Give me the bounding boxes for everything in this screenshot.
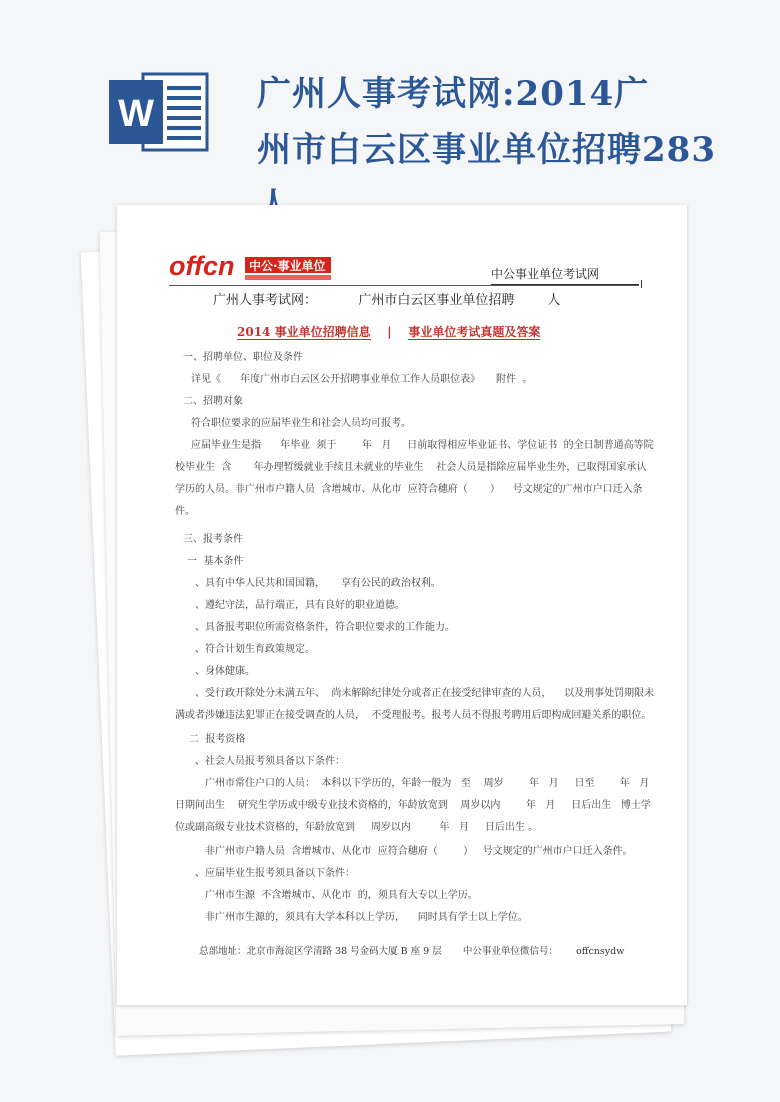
word-document-icon [109, 68, 209, 156]
body-line: 非广州市户籍人员 含增城市、从化市 应符合穗府（ ） 号文规定的广州市户口迁入条件。 [205, 846, 633, 857]
body-line: 位或副高级专业技术资格的，年龄放宽到 周岁以内 年 月 日后出生 。 [175, 822, 539, 833]
body-line: 、符合计划生育政策规定。 [195, 644, 315, 655]
body-line: 件。 [175, 506, 195, 517]
body-line: 、具备报考职位所需资格条件，符合职位要求的工作能力。 [195, 622, 455, 633]
header-site-name: 中公事业单位考试网 [491, 265, 639, 285]
body-line: 二 报考资格 [189, 734, 246, 745]
body-line: 一、招聘单位、职位及条件 [183, 352, 303, 363]
title-line-1: 广州人事考试网:2014广 [257, 74, 650, 114]
header-rule [169, 285, 639, 286]
body-line: 详见《 年度广州市白云区公开招聘事业单位工作人员职位表》 附件 。 [191, 374, 533, 385]
body-line: 广州市常住户口的人员： 本科以下学历的，年龄一般为 至 周岁 年 月 日至 年 月 [205, 778, 650, 789]
body-line: 一 基本条件 [187, 556, 244, 567]
body-line: 符合职位要求的应届毕业生和社会人员均可报考。 [191, 418, 411, 429]
body-line: 应届毕业生是指 年毕业 须于 年 月 日前取得相应毕业证书、学位证书 的全日制普通高等院 [191, 440, 654, 451]
body-line: 三、报考条件 [183, 534, 243, 545]
body-line: 二、招聘对象 [183, 396, 243, 407]
svg-text:中公·事业单位: 中公·事业单位 [249, 259, 326, 273]
body-line: 、社会人员报考须具备以下条件： [195, 756, 345, 767]
document-content [117, 205, 687, 1005]
body-line: 、受行政开除处分未满五年、 尚未解除纪律处分或者正在接受纪律审查的人员， 以及刑事处罚期限未 [195, 688, 655, 699]
title-line-2: 州市白云区事业单位招聘283 [257, 130, 716, 170]
svg-text:W: W [118, 93, 154, 135]
body-line: 满或者涉嫌违法犯罪正在接受调查的人员， 不受理报考。报考人员不得报考聘用后即构成回避关系的职位。 [175, 710, 652, 721]
offcn-logo [169, 249, 331, 283]
body-line: 校毕业生 含 年办理暂缓就业手续且未就业的毕业生 社会人员是指除应届毕业生外，已取得国家承认 [175, 462, 647, 473]
body-line: 日期间出生 研究生学历或中级专业技术资格的，年龄放宽到 周岁以内 年 月 日后出生 博士学 [175, 800, 651, 811]
body-line: 学历的人员。非广州市户籍人员 含增城市、从化市 应符合穗府（ ） 号文规定的广州市户口迁入条 [175, 484, 643, 495]
subtitle-separator: | [387, 325, 392, 339]
body-line: 广州市生源 不含增城市、从化市 的，须具有大专以上学历。 [205, 890, 478, 901]
document-footer: 总部地址：北京市海淀区学清路 38 号金码大厦 B 座 9 层 中公事业单位微信号： offcnsydw [199, 946, 625, 957]
document-title: 广州人事考试网： 广州市白云区事业单位招聘 人 [213, 293, 561, 308]
body-line: 、身体健康。 [195, 666, 255, 677]
body-line: 、应届毕业生报考须具备以下条件： [195, 868, 355, 879]
body-line: 非广州市生源的，须具有大学本科以上学历， 同时具有学士以上学位。 [205, 912, 528, 923]
body-line: 、遵纪守法，品行端正，具有良好的职业道德。 [195, 600, 405, 611]
subtitle-link-recruit[interactable]: 2014 事业单位招聘信息 [237, 325, 371, 339]
body-line: 、具有中华人民共和国国籍， 享有公民的政治权利。 [195, 578, 441, 589]
document-subtitle [237, 323, 540, 340]
svg-text:offcn: offcn [169, 251, 235, 281]
subtitle-link-exam[interactable]: 事业单位考试真题及答案 [408, 325, 541, 339]
